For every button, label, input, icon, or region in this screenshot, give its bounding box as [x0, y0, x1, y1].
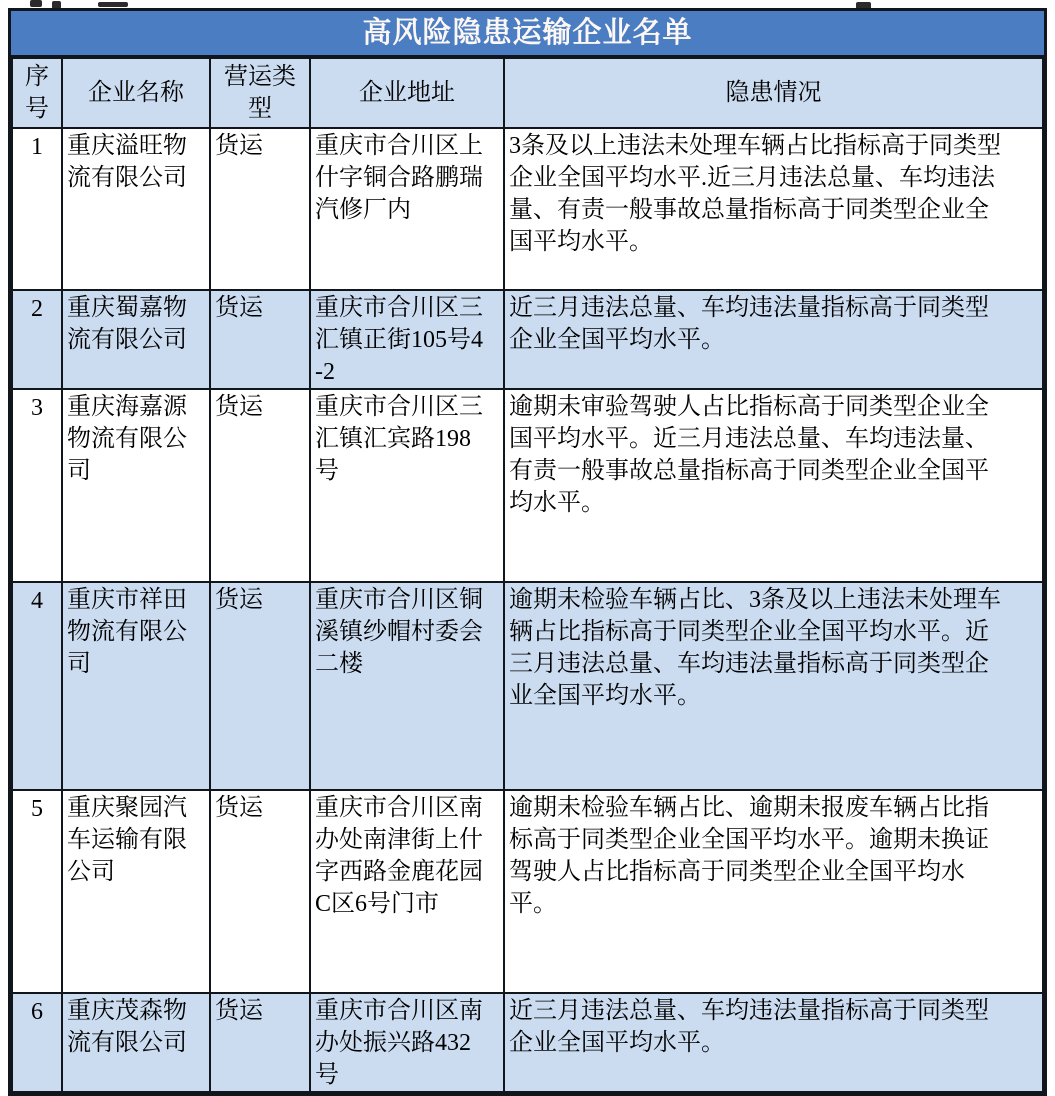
operation-type-cell: 货运 [210, 389, 310, 582]
operation-type-cell: 货运 [210, 790, 310, 993]
table-row [12, 993, 1043, 1092]
header-company-address: 企业地址 [310, 58, 504, 128]
company-name-cell: 重庆海嘉源物流有限公司 [62, 389, 210, 582]
enterprise-table [11, 57, 1044, 1093]
company-name-cell: 重庆溢旺物流有限公司 [62, 128, 210, 290]
header-serial-number: 序号 [12, 58, 62, 128]
table-row [12, 790, 1043, 993]
table-body [12, 128, 1043, 1092]
operation-type-cell: 货运 [210, 128, 310, 290]
table-row [12, 290, 1043, 389]
table-row [12, 128, 1043, 290]
cropped-text-artifact [30, 0, 42, 7]
hazard-cell: 逾期未检验车辆占比、逾期未报废车辆占比指标高于同类型企业全国平均水平。逾期未换证驾驶人占比指标高于同类型企业全国平均水平。 [504, 790, 1043, 993]
row-number-cell: 3 [12, 389, 62, 582]
table-outer-border [8, 8, 1047, 1096]
header-operation-type: 营运类型 [210, 58, 310, 128]
operation-type-cell: 货运 [210, 993, 310, 1092]
company-name-cell: 重庆聚园汽车运输有限公司 [62, 790, 210, 993]
row-number-cell: 5 [12, 790, 62, 993]
hazard-cell: 逾期未检验车辆占比、3条及以上违法未处理车辆占比指标高于同类型企业全国平均水平。近三月违法总量、车均违法量指标高于同类型企业全国平均水平。 [504, 582, 1043, 790]
header-hazard-situation: 隐患情况 [504, 58, 1043, 128]
row-number-cell: 6 [12, 993, 62, 1092]
table-title: 高风险隐患运输企业名单 [11, 11, 1044, 57]
hazard-cell: 逾期未审验驾驶人占比指标高于同类型企业全国平均水平。近三月违法总量、车均违法量、有责一般事故总量指标高于同类型企业全国平均水平。 [504, 389, 1043, 582]
table-row [12, 582, 1043, 790]
address-cell: 重庆市合川区三汇镇正街105号4-2 [310, 290, 504, 389]
address-cell: 重庆市合川区南办处南津街上什字西路金鹿花园C区6号门市 [310, 790, 504, 993]
address-cell: 重庆市合川区上什字铜合路鹏瑞汽修厂内 [310, 128, 504, 290]
address-cell: 重庆市合川区三汇镇汇宾路198号 [310, 389, 504, 582]
address-cell: 重庆市合川区南办处振兴路432号 [310, 993, 504, 1092]
company-name-cell: 重庆市祥田物流有限公司 [62, 582, 210, 790]
hazard-cell: 3条及以上违法未处理车辆占比指标高于同类型企业全国平均水平.近三月违法总量、车均违法量、有责一般事故总量指标高于同类型企业全国平均水平。 [504, 128, 1043, 290]
header-company-name: 企业名称 [62, 58, 210, 128]
address-cell: 重庆市合川区铜溪镇纱帽村委会二楼 [310, 582, 504, 790]
row-number-cell: 2 [12, 290, 62, 389]
table-row [12, 389, 1043, 582]
company-name-cell: 重庆蜀嘉物流有限公司 [62, 290, 210, 389]
row-number-cell: 1 [12, 128, 62, 290]
operation-type-cell: 货运 [210, 290, 310, 389]
hazard-cell: 近三月违法总量、车均违法量指标高于同类型企业全国平均水平。 [504, 290, 1043, 389]
company-name-cell: 重庆茂森物流有限公司 [62, 993, 210, 1092]
hazard-cell: 近三月违法总量、车均违法量指标高于同类型企业全国平均水平。 [504, 993, 1043, 1092]
table-header-row [12, 58, 1043, 128]
risk-enterprise-table [8, 8, 1047, 1096]
cropped-text-artifact [98, 2, 128, 7]
operation-type-cell: 货运 [210, 582, 310, 790]
row-number-cell: 4 [12, 582, 62, 790]
